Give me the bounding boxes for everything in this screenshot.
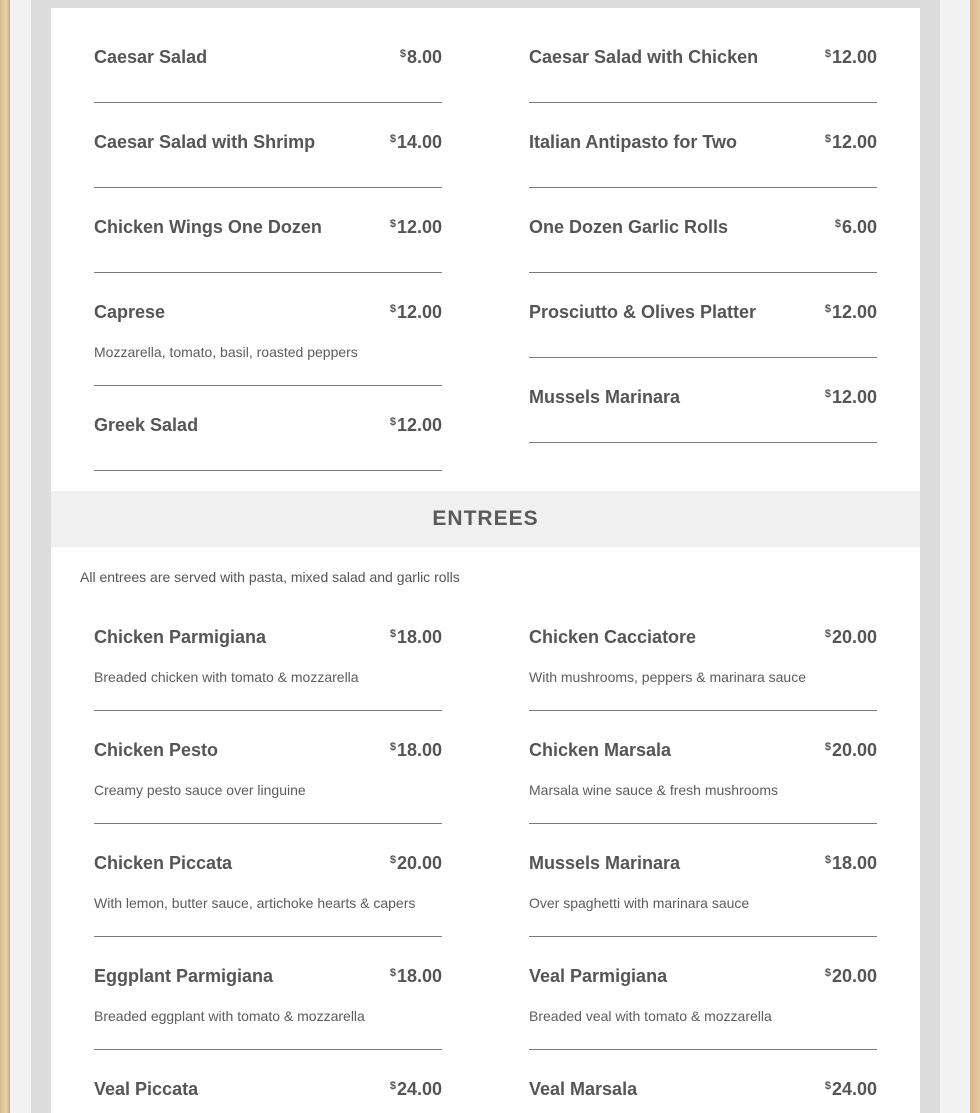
menu-item (94, 1079, 442, 1109)
item-name: Chicken Cacciatore (529, 627, 697, 647)
currency-symbol: $ (389, 133, 396, 145)
price-value: 20.00 (396, 853, 442, 873)
menu-item (94, 302, 442, 386)
menu-item (94, 47, 442, 103)
price-value: 12.00 (831, 132, 877, 152)
item-description: Over spaghetti with marinara sauce (529, 895, 750, 911)
item-name: Prosciutto & Olives Platter (529, 302, 757, 322)
item-price (390, 627, 442, 648)
menu-item (529, 47, 877, 103)
price-value: 12.00 (396, 217, 442, 237)
menu-item (94, 740, 442, 824)
item-price (390, 415, 442, 436)
menu-item (94, 627, 442, 711)
currency-symbol: $ (389, 218, 396, 230)
item-name: Veal Parmigiana (529, 966, 668, 986)
price-value: 20.00 (831, 740, 877, 760)
item-description: Creamy pesto sauce over linguine (94, 782, 306, 798)
price-value: 18.00 (396, 627, 442, 647)
entrees-section-header (51, 491, 920, 547)
item-name: Mussels Marinara (529, 387, 681, 407)
price-value: 12.00 (831, 47, 877, 67)
price-value: 18.00 (396, 966, 442, 986)
item-name: Mussels Marinara (529, 853, 681, 873)
menu-item (529, 132, 877, 188)
currency-symbol: $ (389, 854, 396, 866)
item-description: Marsala wine sauce & fresh mushrooms (529, 782, 778, 798)
currency-symbol: $ (389, 303, 396, 315)
item-name: Caesar Salad with Chicken (529, 47, 759, 67)
currency-symbol: $ (824, 1080, 831, 1092)
price-value: 12.00 (831, 302, 877, 322)
price-value: 12.00 (396, 415, 442, 435)
menu-item (529, 627, 877, 711)
item-description: Breaded chicken with tomato & mozzarella (94, 669, 359, 685)
currency-symbol: $ (389, 1080, 396, 1092)
currency-symbol: $ (824, 741, 831, 753)
price-value: 6.00 (841, 217, 877, 237)
item-price (825, 966, 877, 987)
item-description: With mushrooms, peppers & marinara sauce (529, 669, 806, 685)
menu-item (94, 966, 442, 1050)
price-value: 20.00 (831, 966, 877, 986)
section-title: ENTREES (432, 507, 539, 530)
item-price (825, 853, 877, 874)
price-value: 18.00 (396, 740, 442, 760)
menu-item (94, 217, 442, 273)
item-description: Breaded eggplant with tomato & mozzarella (94, 1008, 365, 1024)
menu-item (529, 217, 877, 273)
menu-item (529, 853, 877, 937)
price-value: 20.00 (831, 627, 877, 647)
item-name: Caprese (94, 302, 166, 322)
item-price (825, 627, 877, 648)
item-price (825, 47, 877, 68)
menu-item (529, 966, 877, 1050)
price-value: 8.00 (406, 47, 442, 67)
item-price (825, 387, 877, 408)
item-name: Chicken Parmigiana (94, 627, 267, 647)
menu-item (94, 415, 442, 471)
item-price (390, 132, 442, 153)
currency-symbol: $ (824, 628, 831, 640)
menu-item (529, 1079, 877, 1109)
entrees-note: All entrees are served with pasta, mixed salad and garlic rolls (80, 569, 460, 585)
currency-symbol: $ (389, 967, 396, 979)
item-price (825, 740, 877, 761)
item-name: Chicken Piccata (94, 853, 233, 873)
price-value: 18.00 (831, 853, 877, 873)
item-name: Chicken Pesto (94, 740, 219, 760)
item-description: With lemon, butter sauce, artichoke hearts & capers (94, 895, 416, 911)
currency-symbol: $ (399, 48, 406, 60)
item-price (400, 47, 442, 68)
price-value: 24.00 (396, 1079, 442, 1099)
item-price (390, 217, 442, 238)
item-price (825, 302, 877, 323)
currency-symbol: $ (824, 854, 831, 866)
currency-symbol: $ (824, 967, 831, 979)
currency-symbol: $ (824, 303, 831, 315)
item-name: Veal Piccata (94, 1079, 199, 1099)
item-price (390, 1079, 442, 1100)
currency-symbol: $ (389, 628, 396, 640)
item-name: Chicken Marsala (529, 740, 672, 760)
item-name: Veal Marsala (529, 1079, 638, 1099)
item-name: Caesar Salad (94, 47, 208, 67)
currency-symbol: $ (834, 218, 841, 230)
item-price (390, 740, 442, 761)
item-price (825, 1079, 877, 1100)
item-name: Eggplant Parmigiana (94, 966, 274, 986)
item-name: Greek Salad (94, 415, 199, 435)
item-name: One Dozen Garlic Rolls (529, 217, 729, 237)
item-price (835, 217, 877, 238)
currency-symbol: $ (389, 741, 396, 753)
price-value: 24.00 (831, 1079, 877, 1099)
menu-item (529, 302, 877, 358)
currency-symbol: $ (824, 133, 831, 145)
item-description: Mozzarella, tomato, basil, roasted peppers (94, 344, 358, 360)
price-value: 14.00 (396, 132, 442, 152)
menu-item (94, 853, 442, 937)
item-price (825, 132, 877, 153)
price-value: 12.00 (396, 302, 442, 322)
currency-symbol: $ (824, 388, 831, 400)
item-price (390, 853, 442, 874)
item-description: Breaded veal with tomato & mozzarella (529, 1008, 772, 1024)
currency-symbol: $ (389, 416, 396, 428)
item-name: Chicken Wings One Dozen (94, 217, 322, 237)
item-name: Caesar Salad with Shrimp (94, 132, 316, 152)
item-price (390, 966, 442, 987)
currency-symbol: $ (824, 48, 831, 60)
item-name: Italian Antipasto for Two (529, 132, 737, 152)
menu-item (529, 387, 877, 443)
menu-item (94, 132, 442, 188)
menu-item (529, 740, 877, 824)
price-value: 12.00 (831, 387, 877, 407)
item-price (390, 302, 442, 323)
